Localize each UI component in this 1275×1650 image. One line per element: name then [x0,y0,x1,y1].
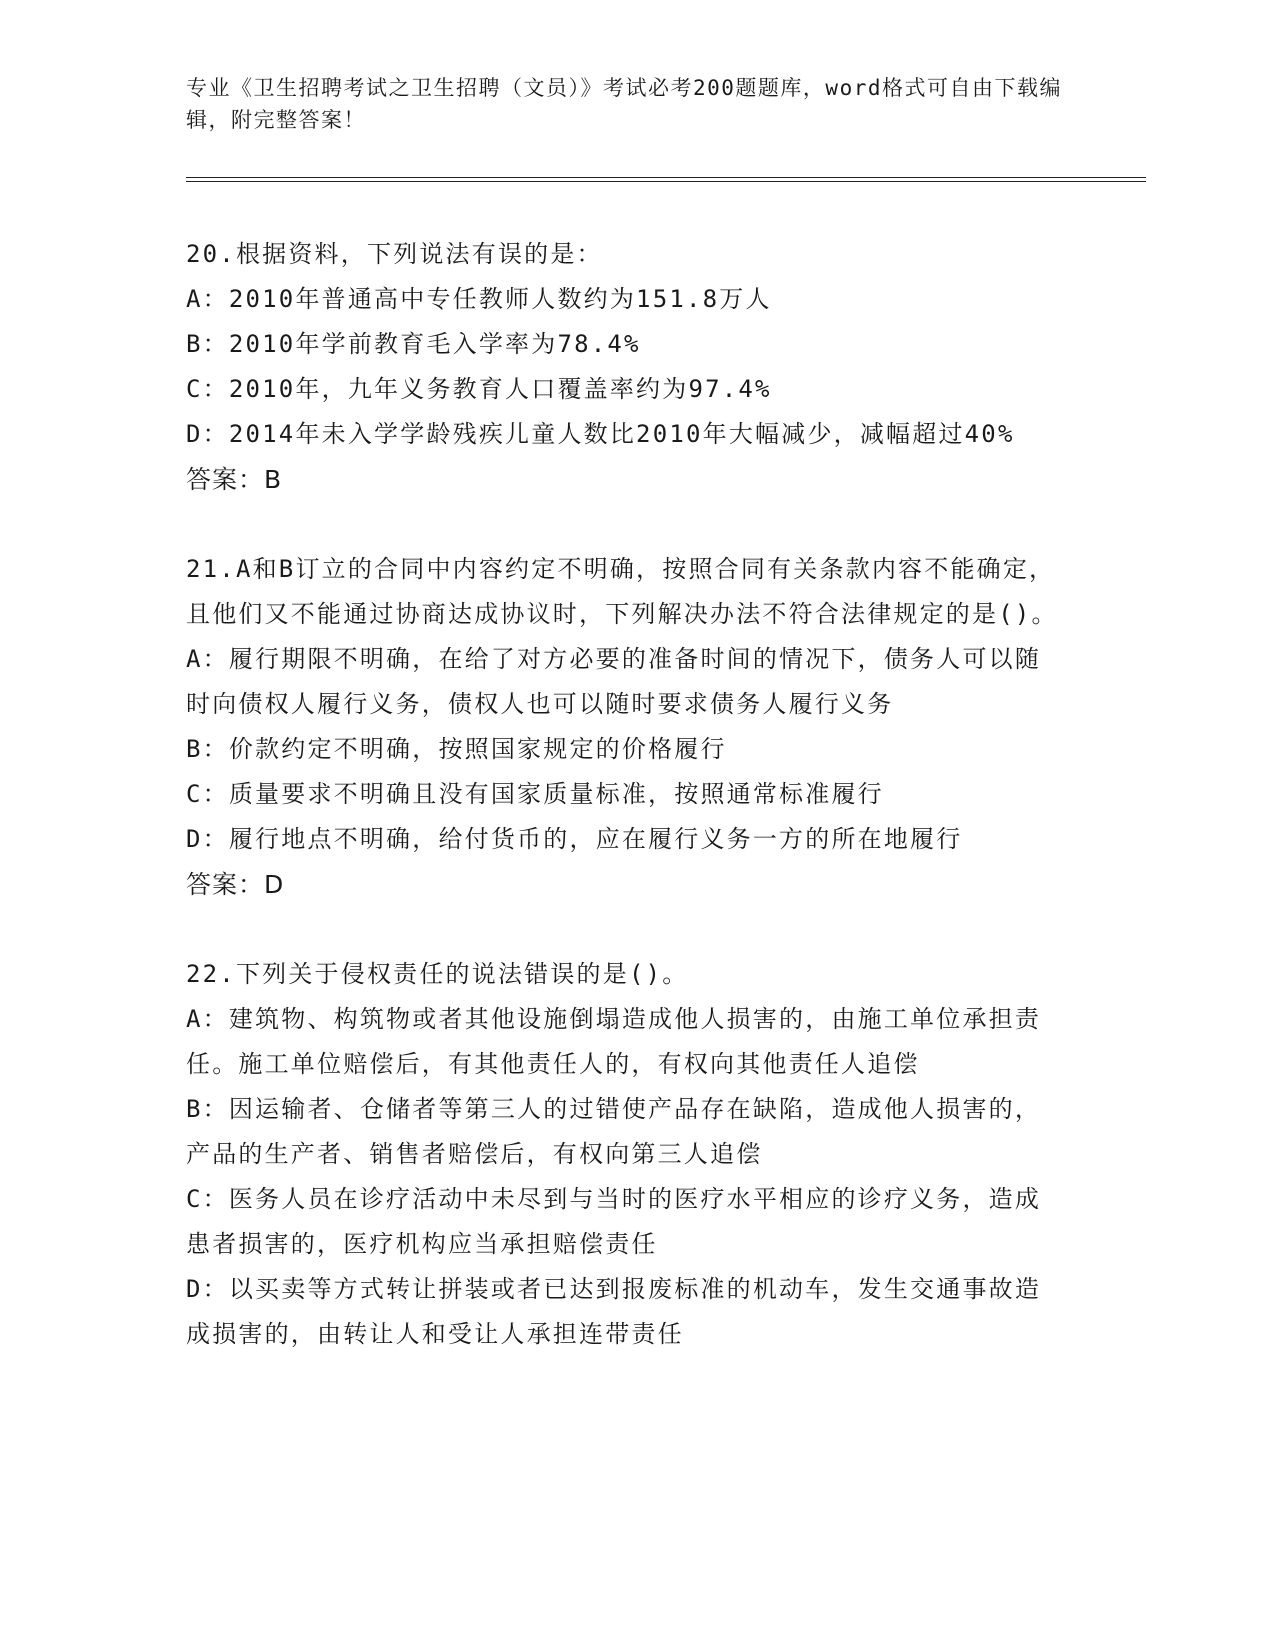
option-d: D：履行地点不明确，给付货币的，应在履行义务一方的所在地履行 [186,825,963,853]
question-22 [186,952,1066,1357]
question-list [186,232,1066,1402]
question-stem: 22.下列关于侵权责任的说法错误的是()。 [186,960,689,988]
option-a: A：履行期限不明确，在给了对方必要的准备时间的情况下，债务人可以随时向债权人履行义务，债权人也可以随时要求债务人履行义务 [186,645,1042,718]
option-c: C：医务人员在诊疗活动中未尽到与当时的医疗水平相应的诊疗义务，造成患者损害的，医疗机构应当承担赔偿责任 [186,1185,1042,1258]
answer: 答案：B [186,465,283,494]
option-b: B：因运输者、仓储者等第三人的过错使产品存在缺陷，造成他人损害的，产品的生产者、销售者赔偿后，有权向第三人追偿 [186,1095,1042,1168]
option-d: D：以买卖等方式转让拼装或者已达到报废标准的机动车，发生交通事故造成损害的，由转让人和受让人承担连带责任 [186,1275,1042,1348]
option-c: C：质量要求不明确且没有国家质量标准，按照通常标准履行 [186,780,884,808]
option-a: A：2010年普通高中专任教师人数约为151.8万人 [186,285,772,313]
option-a: A：建筑物、构筑物或者其他设施倒塌造成他人损害的，由施工单位承担责任。施工单位赔偿后，有其他责任人的，有权向其他责任人追偿 [186,1005,1042,1078]
option-c: C：2010年，九年义务教育人口覆盖率约为97.4% [186,375,772,403]
option-d: D：2014年未入学学龄残疾儿童人数比2010年大幅减少，减幅超过40% [186,420,1015,448]
header-divider-bottom [186,181,1146,182]
question-20 [186,232,1066,502]
question-stem: 21.A和B订立的合同中内容约定不明确，按照合同有关条款内容不能确定，且他们又不能通过协商达成协议时，下列解决办法不符合法律规定的是()。 [186,555,1058,628]
document-header: 专业《卫生招聘考试之卫生招聘（文员）》考试必考200题题库，word格式可自由下载编辑，附完整答案！ [186,76,1062,132]
question-21 [186,547,1066,907]
option-b: B：2010年学前教育毛入学率为78.4% [186,330,641,358]
header-divider-top [186,177,1146,178]
question-stem: 20.根据资料，下列说法有误的是： [186,240,603,268]
answer: 答案：D [186,870,285,899]
option-b: B：价款约定不明确，按照国家规定的价格履行 [186,735,727,763]
